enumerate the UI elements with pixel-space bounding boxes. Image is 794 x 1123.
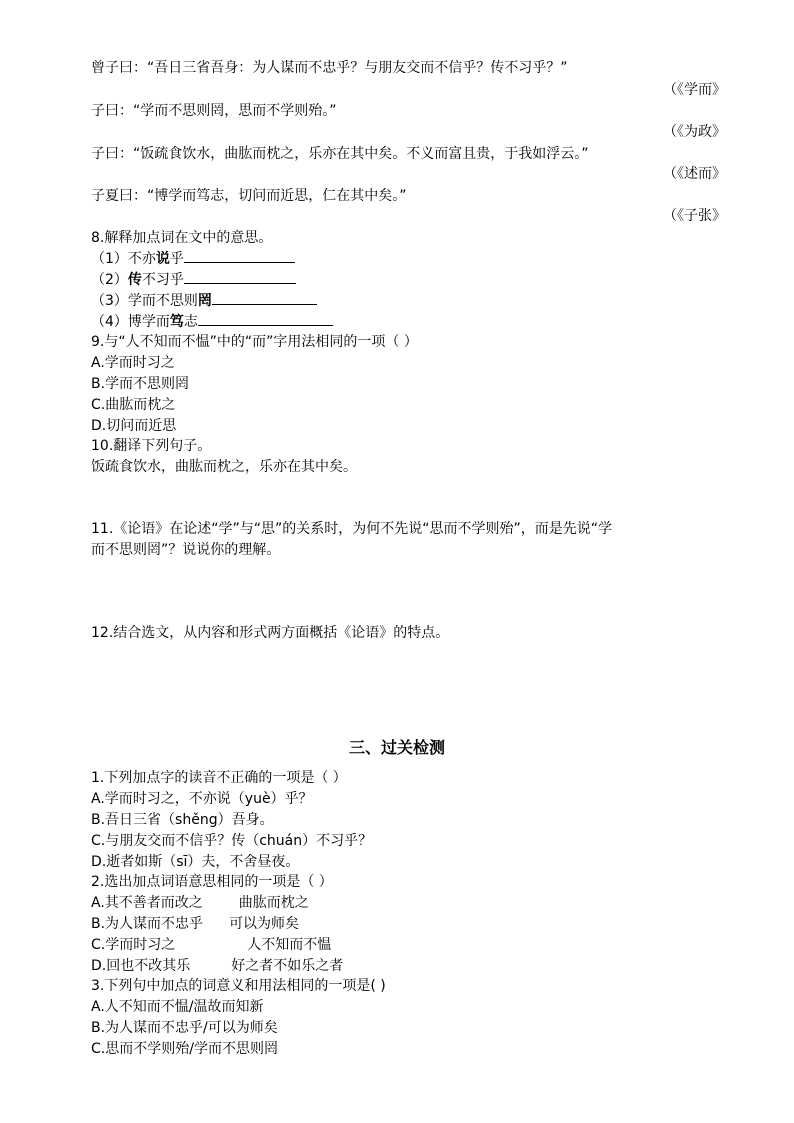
question-10-stem: 10.翻译下列句子。 [91, 438, 212, 454]
dotted-word: 笃 [169, 314, 184, 330]
item-suffix: 乎 [169, 251, 184, 267]
test-2-option [91, 935, 331, 955]
item-prefix: （2） [91, 272, 128, 288]
test-2-option [91, 893, 309, 913]
passage-source: （《述而》 [663, 166, 726, 182]
answer-blank[interactable] [184, 248, 295, 263]
dotted-word: 说 [155, 251, 170, 267]
question-10-sentence: 饭疏食饮水，曲肱而枕之，乐亦在其中矣。 [91, 459, 357, 475]
option-left: A.其不善者而改之 [91, 895, 203, 911]
test-2-option [91, 956, 343, 976]
test-1-option: C.与朋友交而不信乎？传（chuán）不习乎？ [91, 833, 373, 849]
question-8-item [91, 311, 333, 331]
dotted-word: 传 [127, 272, 142, 288]
passage-source: （《子张》 [663, 208, 726, 224]
question-12-text: 12.结合选文，从内容和形式两方面概括《论语》的特点。 [91, 625, 450, 641]
question-8-item [91, 290, 317, 310]
item-prefix: （1）不亦 [91, 251, 156, 267]
question-9-option: C.曲肱而枕之 [91, 397, 176, 413]
item-suffix: 志 [183, 314, 198, 330]
option-right: 人不知而不愠 [247, 937, 332, 953]
question-9-option: A.学而时习之 [91, 355, 175, 371]
question-11-text: 11.《论语》在论述“学”与“思”的关系时，为何不先说“思而不学则殆”，而是先说“学 [91, 521, 613, 537]
test-3-option: B.为人谋而不忠乎/可以为师矣 [91, 1020, 278, 1036]
answer-blank[interactable] [212, 290, 317, 305]
passage-line: 子曰：“饭疏食饮水，曲肱而枕之，乐亦在其中矣。不义而富且贵，于我如浮云。” [91, 146, 589, 162]
dotted-word: 罔 [197, 293, 212, 309]
question-9-option: B.学而不思则罔 [91, 376, 190, 392]
test-3-option: A.人不知而不愠/温故而知新 [91, 999, 264, 1015]
option-left: B.为人谋而不忠乎 [91, 916, 204, 932]
question-9-stem: 9.与“人不知而不愠”中的“而”字用法相同的一项（ ） [91, 334, 418, 350]
test-3-stem: 3.下列句中加点的词意义和用法相同的一项是( ) [91, 978, 386, 994]
test-1-option: D.逝者如斯（sī）夫，不舍昼夜。 [91, 854, 300, 870]
item-suffix: 不习乎 [141, 272, 184, 288]
answer-blank[interactable] [184, 269, 296, 284]
section-title: 三、过关检测 [348, 738, 445, 757]
test-3-option: C.思而不学则殆/学而不思则罔 [91, 1041, 278, 1057]
question-8-item [91, 269, 296, 289]
passage-source: （《为政》 [663, 124, 726, 140]
question-8-item [91, 248, 295, 268]
question-11-text: 而不思则罔”？说说你的理解。 [91, 542, 281, 558]
test-2-option [91, 914, 299, 934]
answer-blank[interactable] [198, 311, 333, 326]
test-1-stem: 1.下列加点字的读音不正确的一项是（ ） [91, 770, 347, 786]
test-2-stem: 2.选出加点词语意思相同的一项是（ ） [91, 874, 333, 890]
item-prefix: （3）学而不思则 [91, 293, 198, 309]
option-right: 曲肱而枕之 [238, 895, 309, 911]
test-1-option: B.吾日三省（shěng）吾身。 [91, 812, 274, 828]
passage-line: 曾子曰：“吾日三省吾身：为人谋而不忠乎？与朋友交而不信乎？传不习乎？” [91, 60, 568, 76]
option-right: 好之者不如乐之者 [231, 958, 344, 974]
item-prefix: （4）博学而 [91, 314, 170, 330]
question-9-option: D.切问而近思 [91, 418, 177, 434]
passage-line: 子曰：“学而不思则罔，思而不学则殆。” [91, 103, 337, 119]
option-left: C.学而时习之 [91, 937, 176, 953]
passage-line: 子夏曰：“博学而笃志，切问而近思，仁在其中矣。” [91, 188, 407, 204]
question-8-stem: 8.解释加点词在文中的意思。 [91, 230, 273, 246]
test-1-option: A.学而时习之，不亦说（yuè）乎？ [91, 791, 313, 807]
option-left: D.回也不改其乐 [91, 958, 191, 974]
passage-source: （《学而》 [663, 82, 726, 98]
option-right: 可以为师矣 [229, 916, 300, 932]
